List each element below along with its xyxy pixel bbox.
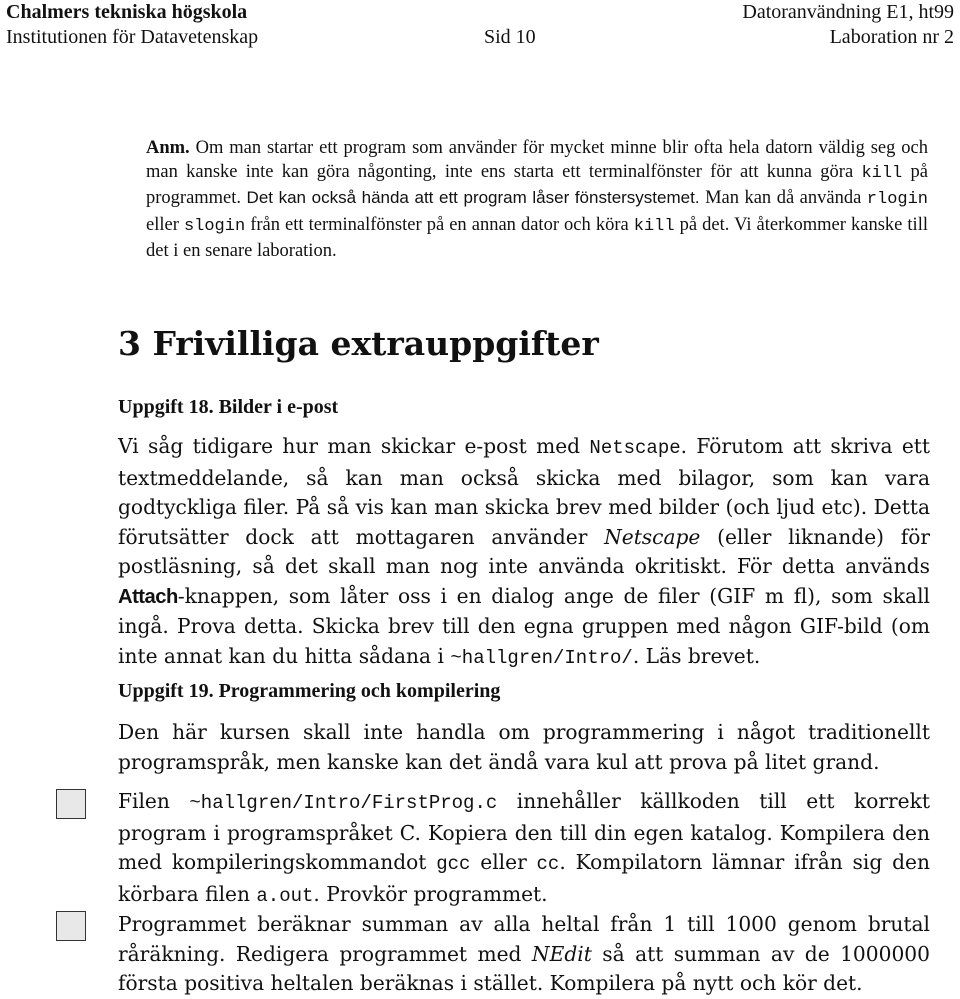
code-slogin: slogin <box>183 216 246 236</box>
code-path: ~hallgren/Intro/ <box>450 646 633 669</box>
section-title: 3 Frivilliga extrauppgifter <box>118 324 599 363</box>
note-text: Om man startar ett program som använder för mycket minne blir ofta hela datorn väldig seg och man kanske inte kan göra någonting, inte ens starta ett terminalfönster för att kunna göra <box>146 138 928 183</box>
task-19-step-2 <box>118 910 930 999</box>
body-text: eller <box>470 850 537 874</box>
note-text: eller <box>146 214 184 235</box>
code-rlogin: rlogin <box>866 190 929 210</box>
task-18-body <box>118 432 930 673</box>
body-text: . Kompilatorn lämnar ifrån sig den körbara filen <box>118 850 930 906</box>
emphasis-nedit: NEdit <box>531 941 592 966</box>
department-name: Institutionen för Datavetenskap <box>6 26 259 48</box>
checkbox-step-2[interactable] <box>56 911 86 941</box>
code-kill: kill <box>861 164 903 184</box>
body-text: (eller liknande) för postläsning, så det skall man nog inte använda okritiskt. För detta används <box>118 524 930 578</box>
code-a-out: a.out <box>256 884 314 907</box>
note-text: Man kan då använda <box>699 188 867 209</box>
attach-button-label: Attach <box>118 585 178 608</box>
checkbox-step-1[interactable] <box>56 789 86 819</box>
body-text: . Läs brevet. <box>632 643 761 668</box>
body-text: Filen <box>118 789 190 813</box>
task-19-intro: Den här kursen skall inte handla om programmering i något traditionellt programspråk, men kanske kan det ändå vara kul att prova på litet grand. <box>118 720 930 774</box>
body-text: Programmet beräknar summan av alla heltal från 1 till 1000 genom brutal råräkning. Redigera programmet med <box>118 912 930 966</box>
task-19-step-1 <box>118 787 930 911</box>
body-text: . Provkör programmet. <box>313 881 548 906</box>
task-19-title: Uppgift 19. Programmering och kompilering <box>118 680 501 702</box>
page-number: Sid 10 <box>484 26 536 48</box>
note-text: på det. Vi återkommer kanske till det i en senare laboration. <box>146 214 928 261</box>
body-text: Vi såg tidigare hur man skickar e-post med <box>118 434 590 458</box>
note-text: från ett terminalfönster på en annan dator och köra <box>245 214 634 235</box>
task-18-title: Uppgift 18. Bilder i e-post <box>118 396 339 418</box>
note-label: Anm. <box>146 138 190 158</box>
university-name: Chalmers tekniska högskola <box>6 1 248 23</box>
emphasis-netscape: Netscape <box>604 524 701 549</box>
code-cc: cc <box>536 853 560 875</box>
body-text: . Förutom att skriva ett textmeddelande, så kan man också skicka med bilagor, som kan vara godtyckliga filer. På så vis kan man skicka brev med bilder (och ljud etc). Detta förutsätter dock att mottagaren använder <box>118 434 930 549</box>
note-text-sans: Det kan också hända att ett program låser fönstersystemet. <box>246 188 700 208</box>
code-file-path: ~hallgren/Intro/FirstProg.c <box>189 792 498 814</box>
body-text: så att summan av de 1000000 första positiva heltalen beräknas i stället. Kompilera på nytt och kör det. <box>118 941 930 995</box>
body-text: innehåller källkoden till ett korrekt program i programspråket C. Kopiera den till din egen katalog. Kompilera den med kompileringskommandot <box>118 789 930 874</box>
lab-number: Laboration nr 2 <box>829 26 954 48</box>
course-name: Datoranvändning E1, ht99 <box>742 1 954 23</box>
code-kill: kill <box>633 216 675 236</box>
code-netscape: Netscape <box>589 437 681 459</box>
code-gcc: gcc <box>436 853 471 875</box>
note-paragraph <box>146 136 928 263</box>
note-text: på programmet. <box>146 162 928 209</box>
body-text: -knappen, som låter oss i en dialog ange de filer (GIF m fl), som skall ingå. Prova detta. Skicka brev till den egna gruppen med någon GIF-bild (om inte annat kan du hitta sådana i <box>118 583 930 668</box>
